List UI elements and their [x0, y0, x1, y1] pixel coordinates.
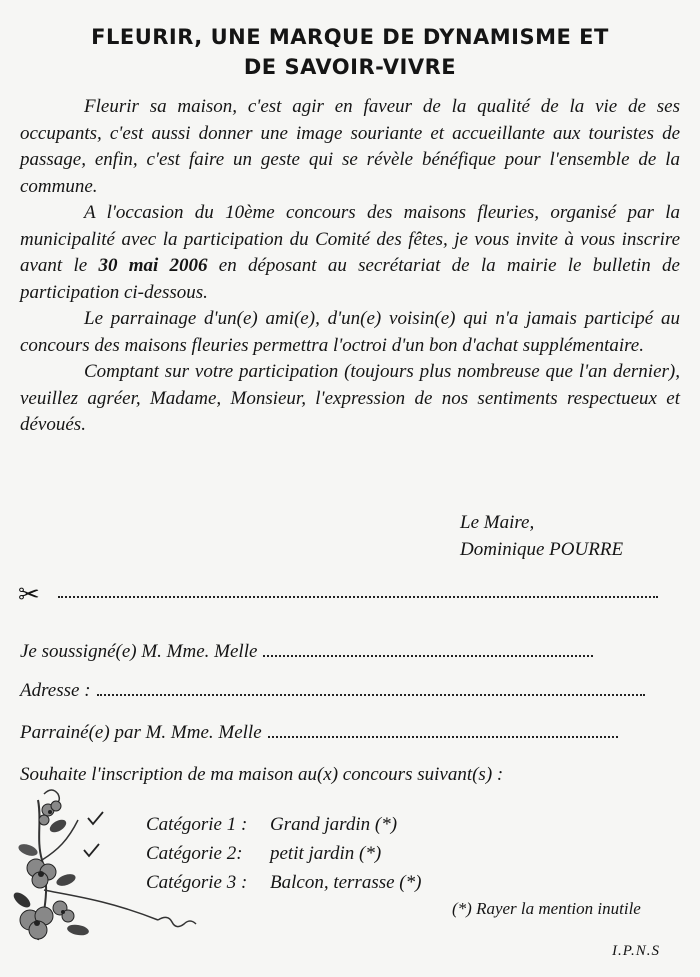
undersigned-label: Je soussigné(e) M. Mme. Melle — [20, 641, 258, 662]
title-line-1: FLEURIR, UNE MARQUE DE DYNAMISME ET — [91, 25, 609, 49]
address-label: Adresse : — [20, 680, 91, 701]
footnote: (*) Rayer la mention inutile — [452, 899, 641, 918]
category-1-value: Grand jardin (*) — [270, 814, 398, 835]
contest-text-before: A l'occasion du 10ème concours des maisons fleuries, organisé par la municipalité avec la participation du Comité des fêtes, je vous invite à vous inscrire avant le — [20, 202, 680, 276]
sponsor-fill-field[interactable] — [268, 730, 618, 738]
sponsor-label: Parrainé(e) par M. Mme. Melle — [20, 722, 262, 743]
category-3-label: Catégorie 3 : — [146, 872, 248, 893]
sponsor-line — [20, 720, 618, 746]
scissors-icon: ✂ — [18, 580, 40, 610]
undersigned-fill-field[interactable] — [263, 649, 593, 657]
deadline-date: 30 mai 2006 — [98, 255, 208, 276]
paragraph-closing: Comptant sur votre participation (toujours plus nombreuse que l'an dernier), veuillez agréer, Madame, Monsieur, l'expression de nos sentiments respectueux et dévoués. — [20, 361, 680, 435]
signature-name: Dominique POURRE — [460, 539, 624, 560]
address-line — [20, 678, 645, 704]
title-line-2: DE SAVOIR-VIVRE — [243, 55, 457, 79]
undersigned-line — [20, 639, 593, 665]
paragraph-sponsorship: Le parrainage d'un(e) ami(e), d'un(e) voisin(e) qui n'a jamais participé au concours des maisons fleuries permettra l'octroi d'un bon d'achat supplémentaire. — [20, 308, 680, 356]
address-fill-field[interactable] — [97, 688, 645, 696]
category-1-label: Catégorie 1 : — [146, 814, 248, 835]
category-3-value: Balcon, terrasse (*) — [270, 872, 422, 893]
paragraph-intro: Fleurir sa maison, c'est agir en faveur de la qualité de la vie de ses occupants, c'est aussi donner une image souriante et accueillante aux touristes de passage, enfin, c'est faire un geste qui se révèle bénéfique pour l'ensemble de la commune. — [20, 96, 680, 197]
footer-ipns: I.P.N.S — [612, 943, 660, 959]
category-2-label: Catégorie 2: — [146, 843, 243, 864]
cut-line — [18, 582, 648, 612]
paragraph-contest — [20, 200, 680, 306]
contest-text-after: en déposant au secrétariat de la mairie le bulletin de participation ci-dessous. — [20, 255, 680, 303]
letter-body — [20, 94, 680, 439]
wish-line: Souhaite l'inscription de ma maison au(x) concours suivant(s) : — [20, 764, 504, 785]
category-2-value: petit jardin (*) — [270, 843, 382, 864]
cut-dotted-line — [58, 596, 658, 598]
flower-decoration-icon — [8, 780, 208, 950]
signature-role: Le Maire, — [460, 512, 535, 533]
